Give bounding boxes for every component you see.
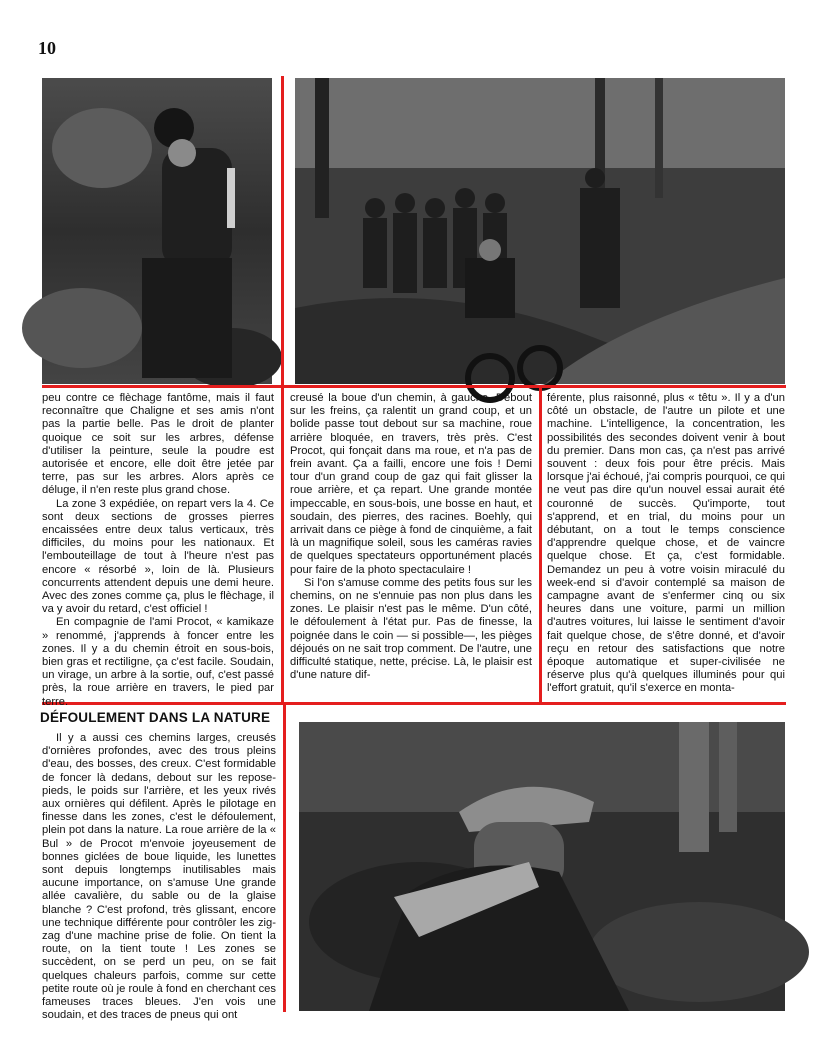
paragraph: peu contre ce flèchage fantôme, mais il faut reconnaître que Chaligne et ses amis n'ont pas la partie belle. Pas le droit de planter quoique ce soit sur les arbres, défense d'utiliser la peinture, seule la poudre est autorisée et encore, elle doit être jetée par terre, pas sur les arbres. Alors après ce déluge, il n'en reste plus grand chose. [42, 392, 274, 497]
paragraph: creusé la boue d'un chemin, à gauche. Debout sur les freins, ça ralentit un grand coup, et un bolide passe tout debout sur sa machine, roue arrière bloquée, en travers, très près. C'est Procot, qui fonçait dans ma roue, et n'a pas de frein avant. Ça a failli, encore une fois ! Demi tour d'un grand coup de gaz qui fait glisser la roue arrière, et ça repart. Une grande montée impeccable, en sous-bois, une bosse en haut, et soudain, des pierres, des racines. Boehly, qui arrivait dans ce piège à fond de cinquième, a fait là un magnifique soleil, sous les caméras ravies de quelques spectateurs opportunément placés pour faire de la photo spectaculaire ! [290, 392, 532, 576]
photo-rider-climb-crowd [295, 78, 785, 384]
column-middle [290, 392, 532, 700]
photo-rider-in-mud [42, 78, 272, 384]
paragraph: En compagnie de l'ami Procot, « kamikaze » renommé, j'apprends à foncer entre les zones. Il y a du chemin étroit en sous-bois, bien gras et rectiligne, ça c'est facile. Soudain, un virage, un arbre à la sortie, ouf, c'est passé près, la roue arrière en travers, le pied par terre. [42, 616, 274, 708]
red-rule-vertical-bottom [283, 702, 286, 1012]
column-left-bottom [42, 732, 276, 1022]
red-rule-top [42, 385, 786, 388]
photo-rider-closeup-cap [299, 722, 785, 1011]
page-number: 10 [38, 38, 56, 58]
paragraph: Si l'on s'amuse comme des petits fous sur les chemins, on ne s'ennuie pas non plus dans les zones. Le plaisir n'est pas le même. D'un côté, le défoulement à l'état pur. Pas de finesse, la poignée dans le coin — si possible—, les pièges déjoués on ne sait trop comment. De l'autre, une difficulté statique, nette, précise. Là, le plaisir est d'une nature dif- [290, 576, 532, 682]
red-rule-vertical-right [539, 385, 542, 704]
paragraph: La zone 3 expédiée, on repart vers la 4. Ce sont deux sections de grosses pierres encaissées entre deux talus verticaux, très difficiles, du moins pour les nationaux. Et l'embouteillage de tout à l'heure n'est pas encore « résorbé », loin de là. Plusieurs concurrents attendent depuis une demi heure. Avec des zones comme ça, plus le flèchage, il va y avoir du retard, c'est officiel ! [42, 497, 274, 616]
column-right [547, 392, 785, 700]
paragraph: férente, plus raisonné, plus « têtu ». Il y a d'un côté un obstacle, de l'autre un pilote et une machine. L'intelligence, la concentration, les possibilités des secondes doivent venir à bout du premier. Dans mon cas, ça n'est pas arrivé souvent : deux fois pour être précis. Mais lorsque j'ai échoué, j'ai compris pourquoi, ce qui ne veut pas dire qu'un nouvel essai aurait été couronné de succès. Qu'importe, tout s'apprend, et en trial, du moins pour un débutant, on a tout le temps conscience d'apprendre quelque chose, et de vaincre quelque chose. Et ça, c'est formidable. Demandez un peu à votre voisin miraculé du week-end si d'avoir contemplé sa maison de campagne avant de s'enfermer cinq ou six heures dans une voiture, parmi un million d'autres voitures, lui laisse le sentiment d'avoir fait quelque chose, de s'être donné, et d'avoir reçu en retour des satisfactions que notre époque automatique et super-civilisée ne réserve plus qu'à quelques illuminés pour qui l'effort gratuit, qu'il s'exerce en monta- [547, 392, 785, 695]
column-left-top [42, 392, 274, 708]
red-rule-vertical-top [281, 76, 284, 704]
paragraph: Il y a aussi ces chemins larges, creusés d'ornières profondes, avec des trous pleins d'eau, des bosses, des creux. C'est formidable de foncer là dedans, debout sur les repose-pieds, le poids sur l'arrière, et les yeux rivés aux ornières qui défilent. Après le pilotage en finesse dans les zones, c'est le défoulement, plein pot dans la nature. La roue arrière de la « Bul » de Procot m'envoie joyeusement de bonnes giclées de boue liquide, les lunettes sont depuis longtemps inutilisables mais aucune importance, on s'amuse Une grande allée cavalière, du sable ou de la glaise blanche ? C'est profond, très glissant, encore une technique différente pour contrôler les zig-zag d'une machine prise de folie. On tient la route, on la tient toute ! Les zones se succèdent, on se perd un peu, on se fait quelques chaleurs parfois, comme sur cette petite route où je roule à fond en cherchant ces fameuses traces bleues. J'en vois une soudain, et des traces de pneus qui ont [42, 732, 276, 1022]
section-heading: DÉFOULEMENT DANS LA NATURE [40, 710, 271, 725]
